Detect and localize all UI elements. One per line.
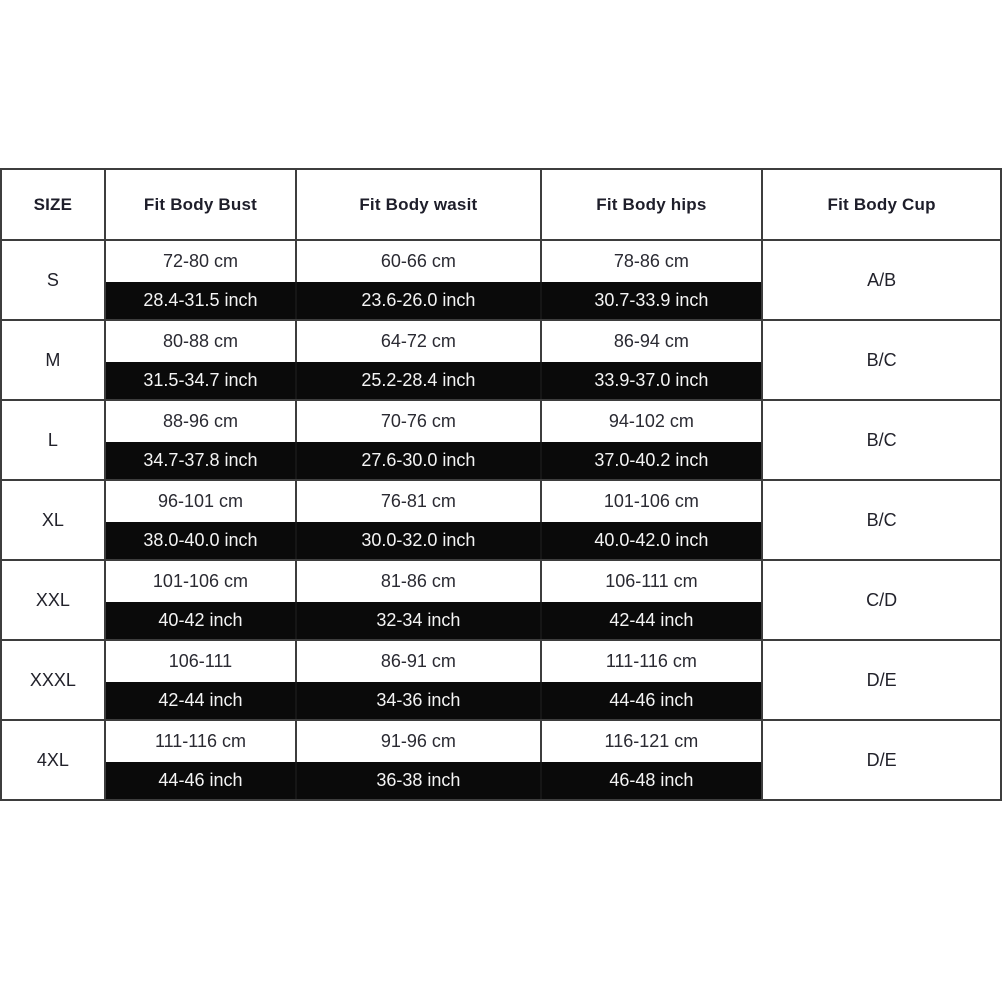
bust-inch-cell: 40-42 inch	[105, 602, 296, 640]
bust-inch-cell: 38.0-40.0 inch	[105, 522, 296, 560]
cup-cell: B/C	[762, 480, 1001, 560]
waist-cm-cell: 76-81 cm	[296, 480, 540, 522]
hips-cm-cell: 106-111 cm	[541, 560, 763, 602]
hips-cm-cell: 116-121 cm	[541, 720, 763, 762]
waist-inch-cell: 27.6-30.0 inch	[296, 442, 540, 480]
table-row	[1, 560, 1001, 602]
table-row	[1, 720, 1001, 762]
bust-inch-cell: 42-44 inch	[105, 682, 296, 720]
header-cell-hips: Fit Body hips	[541, 169, 763, 240]
hips-cm-cell: 111-116 cm	[541, 640, 763, 682]
waist-inch-cell: 25.2-28.4 inch	[296, 362, 540, 400]
cup-cell: D/E	[762, 720, 1001, 800]
size-cell: S	[1, 240, 105, 320]
cup-cell: B/C	[762, 400, 1001, 480]
waist-cm-cell: 60-66 cm	[296, 240, 540, 282]
bust-cm-cell: 88-96 cm	[105, 400, 296, 442]
hips-inch-cell: 46-48 inch	[541, 762, 763, 800]
waist-cm-cell: 91-96 cm	[296, 720, 540, 762]
size-cell: XL	[1, 480, 105, 560]
hips-cm-cell: 94-102 cm	[541, 400, 763, 442]
header-cell-cup: Fit Body Cup	[762, 169, 1001, 240]
header-cell-bust: Fit Body Bust	[105, 169, 296, 240]
cup-cell: A/B	[762, 240, 1001, 320]
waist-inch-cell: 23.6-26.0 inch	[296, 282, 540, 320]
hips-inch-cell: 30.7-33.9 inch	[541, 282, 763, 320]
table-row	[1, 240, 1001, 282]
table-row	[1, 480, 1001, 522]
bust-cm-cell: 72-80 cm	[105, 240, 296, 282]
header-row	[1, 169, 1001, 240]
waist-cm-cell: 81-86 cm	[296, 560, 540, 602]
hips-cm-cell: 78-86 cm	[541, 240, 763, 282]
hips-cm-cell: 86-94 cm	[541, 320, 763, 362]
bust-inch-cell: 31.5-34.7 inch	[105, 362, 296, 400]
size-cell: 4XL	[1, 720, 105, 800]
hips-cm-cell: 101-106 cm	[541, 480, 763, 522]
size-cell: L	[1, 400, 105, 480]
bust-inch-cell: 44-46 inch	[105, 762, 296, 800]
cup-cell: B/C	[762, 320, 1001, 400]
table-row	[1, 400, 1001, 442]
waist-inch-cell: 30.0-32.0 inch	[296, 522, 540, 560]
cup-cell: D/E	[762, 640, 1001, 720]
bust-cm-cell: 106-111	[105, 640, 296, 682]
hips-inch-cell: 42-44 inch	[541, 602, 763, 640]
waist-inch-cell: 36-38 inch	[296, 762, 540, 800]
bust-cm-cell: 101-106 cm	[105, 560, 296, 602]
waist-cm-cell: 70-76 cm	[296, 400, 540, 442]
bust-cm-cell: 96-101 cm	[105, 480, 296, 522]
size-cell: XXXL	[1, 640, 105, 720]
size-cell: XXL	[1, 560, 105, 640]
size-chart-table	[0, 168, 1002, 801]
waist-cm-cell: 86-91 cm	[296, 640, 540, 682]
waist-cm-cell: 64-72 cm	[296, 320, 540, 362]
hips-inch-cell: 40.0-42.0 inch	[541, 522, 763, 560]
waist-inch-cell: 32-34 inch	[296, 602, 540, 640]
bust-cm-cell: 80-88 cm	[105, 320, 296, 362]
header-cell-size: SIZE	[1, 169, 105, 240]
bust-inch-cell: 34.7-37.8 inch	[105, 442, 296, 480]
hips-inch-cell: 44-46 inch	[541, 682, 763, 720]
table-row	[1, 320, 1001, 362]
hips-inch-cell: 33.9-37.0 inch	[541, 362, 763, 400]
waist-inch-cell: 34-36 inch	[296, 682, 540, 720]
header-cell-waist: Fit Body wasit	[296, 169, 540, 240]
bust-cm-cell: 111-116 cm	[105, 720, 296, 762]
table-row	[1, 640, 1001, 682]
cup-cell: C/D	[762, 560, 1001, 640]
hips-inch-cell: 37.0-40.2 inch	[541, 442, 763, 480]
size-cell: M	[1, 320, 105, 400]
bust-inch-cell: 28.4-31.5 inch	[105, 282, 296, 320]
